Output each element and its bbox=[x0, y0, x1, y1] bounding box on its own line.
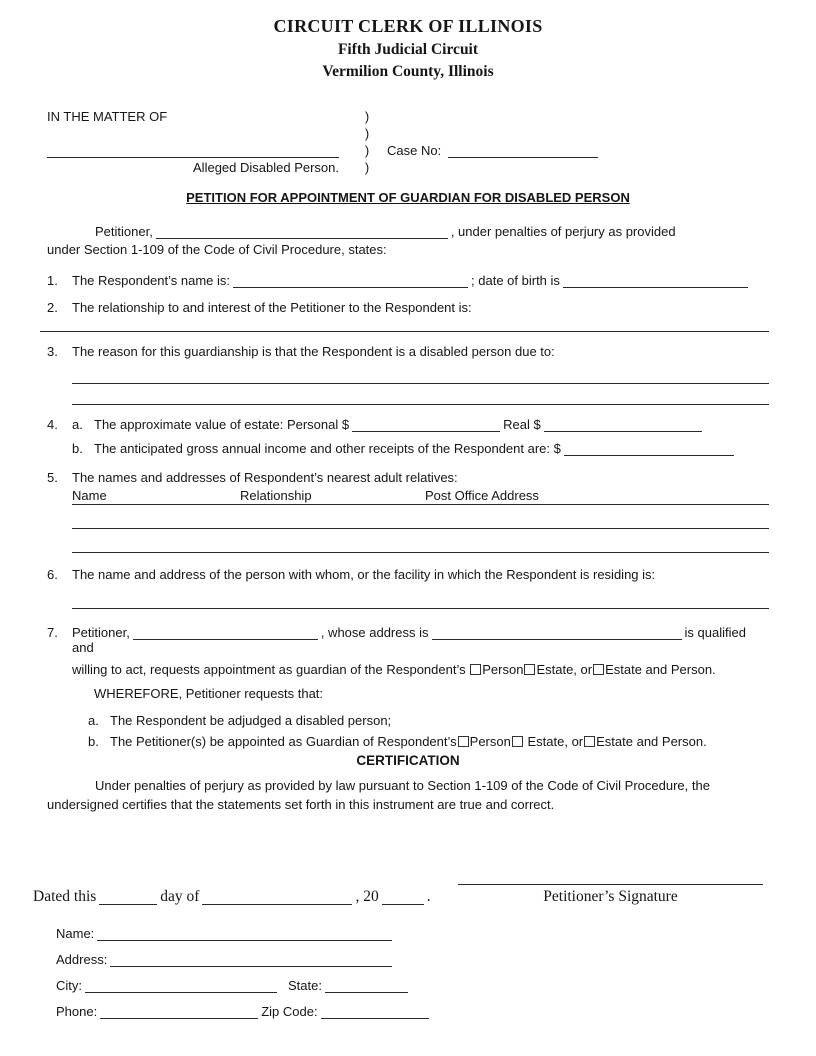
county-name: Vermilion County, Illinois bbox=[322, 63, 494, 80]
item-2-number: 2. bbox=[47, 300, 58, 315]
item-3-body bbox=[72, 344, 769, 405]
item-7-line-2 bbox=[72, 662, 769, 677]
item-4b-body bbox=[94, 441, 737, 456]
item-4 bbox=[47, 417, 769, 456]
item-5-body bbox=[72, 470, 769, 553]
circuit-name: Fifth Judicial Circuit bbox=[337, 41, 479, 58]
person-option-label-2: Person bbox=[469, 734, 511, 749]
item-5-number: 5. bbox=[47, 470, 58, 485]
petitioner-signature-label: Petitioner’s Signature bbox=[543, 887, 678, 905]
guardian-of-label: willing to act, requests appointment as guardian of the Respondent’s bbox=[72, 662, 466, 677]
estate-person-option-label-2: Estate and Person. bbox=[596, 734, 707, 749]
signature-block bbox=[458, 875, 763, 906]
estate-checkbox-appoint[interactable] bbox=[512, 736, 523, 747]
item-4a bbox=[72, 417, 769, 432]
caption-row-1 bbox=[47, 107, 769, 124]
estate-checkbox-request[interactable] bbox=[524, 664, 535, 675]
petitioner7-name-field[interactable] bbox=[133, 627, 318, 640]
item-5 bbox=[47, 470, 769, 553]
estate-value-label: The approximate value of estate: Personal $ bbox=[94, 417, 350, 432]
court-name: CIRCUIT CLERK OF ILLINOIS bbox=[273, 16, 543, 36]
city-label: City: bbox=[56, 977, 82, 993]
relationship-answer-line[interactable] bbox=[40, 317, 769, 332]
date-of-birth-label: ; date of birth is bbox=[471, 273, 560, 288]
address-label: Address: bbox=[56, 951, 108, 967]
case-no-label: Case No: bbox=[387, 143, 442, 158]
caption-bracket-4: ) bbox=[364, 160, 370, 175]
item-1-number: 1. bbox=[47, 273, 58, 288]
document-header bbox=[47, 16, 769, 81]
dated-year-field[interactable] bbox=[382, 890, 424, 905]
relatives-answer-line-2[interactable] bbox=[72, 538, 769, 553]
real-estate-label: Real $ bbox=[503, 417, 541, 432]
case-no-field[interactable] bbox=[448, 145, 598, 158]
item-3 bbox=[47, 344, 769, 405]
personal-estate-value-field[interactable] bbox=[352, 419, 500, 432]
petitioner-name-field[interactable] bbox=[156, 226, 448, 239]
date-of-birth-field[interactable] bbox=[563, 275, 748, 288]
zip-label: Zip Code: bbox=[261, 1003, 318, 1019]
item-7a bbox=[88, 713, 769, 728]
dated-line bbox=[33, 888, 431, 906]
document-title: PETITION FOR APPOINTMENT OF GUARDIAN FOR DISABLED PERSON bbox=[186, 190, 630, 205]
annual-income-field[interactable] bbox=[564, 443, 734, 456]
intro-tail: , under penalties of perjury as provided bbox=[450, 224, 676, 239]
item-4b bbox=[72, 441, 769, 456]
annual-income-label: The anticipated gross annual income and other receipts of the Respondent are: $ bbox=[94, 441, 561, 456]
city-state-row bbox=[56, 978, 769, 994]
estate-option-label: Estate, or bbox=[536, 662, 593, 677]
caption-row-2 bbox=[47, 124, 769, 141]
phone-label: Phone: bbox=[56, 1003, 98, 1019]
name-row bbox=[56, 926, 769, 942]
petitioner-address-field[interactable] bbox=[432, 627, 682, 640]
petitioner-contact-block bbox=[56, 926, 769, 1020]
relatives-col-relationship: Relationship bbox=[240, 488, 312, 503]
item-4b-number: b. bbox=[72, 441, 83, 456]
intro-line-1 bbox=[47, 224, 769, 239]
dated-period: . bbox=[426, 887, 431, 905]
item-4-number: 4. bbox=[47, 417, 58, 432]
item-7b-number: b. bbox=[88, 734, 99, 749]
address-field[interactable] bbox=[110, 954, 392, 967]
item-7a-text: The Respondent be adjudged a disabled person; bbox=[110, 713, 392, 728]
caption-bracket-2: ) bbox=[364, 126, 370, 141]
item-7b-body bbox=[110, 734, 707, 749]
respondent-name-field[interactable] bbox=[233, 275, 468, 288]
case-caption bbox=[47, 107, 769, 175]
real-estate-value-field[interactable] bbox=[544, 419, 702, 432]
person-checkbox-appoint[interactable] bbox=[458, 736, 469, 747]
item-1-body bbox=[72, 273, 769, 288]
estate-person-option-label: Estate and Person. bbox=[605, 662, 716, 677]
estate-option-label-2: Estate, or bbox=[527, 734, 584, 749]
caption-row-3 bbox=[47, 141, 769, 158]
phone-zip-row bbox=[56, 1004, 769, 1020]
alleged-disabled-person-label: Alleged Disabled Person. bbox=[193, 160, 339, 175]
item-7b-text: The Petitioner(s) be appointed as Guardian of Respondent’s bbox=[110, 734, 457, 749]
zip-field[interactable] bbox=[321, 1006, 429, 1019]
person-option-label: Person bbox=[482, 662, 524, 677]
relatives-col-name: Name bbox=[72, 488, 107, 503]
petitioner7-mid: , whose address is bbox=[320, 625, 429, 640]
certification-heading: CERTIFICATION bbox=[356, 753, 460, 768]
state-field[interactable] bbox=[325, 980, 408, 993]
relatives-col-address: Post Office Address bbox=[425, 488, 539, 503]
signature-section bbox=[33, 875, 769, 906]
intro-line-2: under Section 1-109 of the Code of Civil Procedure, states: bbox=[47, 242, 387, 257]
item-3-number: 3. bbox=[47, 344, 58, 359]
respondent-name-label: The Respondent’s name is: bbox=[72, 273, 231, 288]
matter-name-field[interactable] bbox=[47, 145, 339, 158]
item-6-body bbox=[72, 567, 769, 609]
item-4-body bbox=[72, 417, 769, 456]
phone-field[interactable] bbox=[100, 1006, 258, 1019]
name-field[interactable] bbox=[97, 928, 392, 941]
estate-person-checkbox-appoint[interactable] bbox=[584, 736, 595, 747]
item-4a-number: a. bbox=[72, 417, 83, 432]
item-7a-number: a. bbox=[88, 713, 99, 728]
caption-bracket-3: ) bbox=[364, 143, 370, 158]
wherefore-clause: WHEREFORE, Petitioner requests that: bbox=[94, 686, 324, 701]
item-7-line-1 bbox=[72, 625, 769, 655]
item-7-body bbox=[72, 625, 769, 749]
petitioner7-tail: is qualified and bbox=[72, 625, 746, 655]
name-label: Name: bbox=[56, 925, 95, 941]
item-2-body bbox=[72, 300, 769, 332]
item-7 bbox=[47, 625, 769, 749]
city-field[interactable] bbox=[85, 980, 277, 993]
dated-day-field[interactable] bbox=[99, 890, 157, 905]
petitioner7-lead: Petitioner, bbox=[72, 625, 130, 640]
relatives-table-header bbox=[72, 488, 769, 505]
estate-person-checkbox-request[interactable] bbox=[593, 664, 604, 675]
caption-bracket-1: ) bbox=[364, 109, 370, 124]
intro-lead: Petitioner, bbox=[95, 224, 153, 239]
in-the-matter-of-label: IN THE MATTER OF bbox=[47, 109, 168, 124]
residence-label: The name and address of the person with whom, or the facility in which the Respondent is residing is: bbox=[72, 567, 656, 582]
dated-lead: Dated this bbox=[33, 887, 97, 905]
reason-answer-line-1[interactable] bbox=[72, 369, 769, 384]
relationship-label: The relationship to and interest of the Petitioner to the Respondent is: bbox=[72, 300, 472, 315]
guardianship-reason-label: The reason for this guardianship is that the Respondent is a disabled person due to: bbox=[72, 344, 555, 359]
dated-month-field[interactable] bbox=[202, 890, 352, 905]
relatives-answer-line-1[interactable] bbox=[72, 514, 769, 529]
item-7-number: 7. bbox=[47, 625, 58, 640]
certification-body: Under penalties of perjury as provided by law pursuant to Section 1-109 of the Code of Civil Procedure, the undersigned certifies that the statements set forth in this instrument are true and correct. bbox=[47, 778, 710, 812]
dated-year-prefix: , 20 bbox=[355, 887, 379, 905]
item-6 bbox=[47, 567, 769, 609]
relatives-label: The names and addresses of Respondent’s nearest adult relatives: bbox=[72, 470, 458, 485]
person-checkbox-request[interactable] bbox=[470, 664, 481, 675]
caption-row-4 bbox=[47, 158, 769, 175]
reason-answer-line-2[interactable] bbox=[72, 390, 769, 405]
item-7b bbox=[88, 734, 769, 749]
residence-answer-line[interactable] bbox=[72, 594, 769, 609]
item-4a-body bbox=[94, 417, 705, 432]
dated-mid: day of bbox=[160, 887, 200, 905]
item-6-number: 6. bbox=[47, 567, 58, 582]
item-1 bbox=[47, 273, 769, 288]
item-2 bbox=[47, 300, 769, 332]
state-label: State: bbox=[288, 977, 322, 993]
address-row bbox=[56, 952, 769, 968]
petitioner-signature-line[interactable] bbox=[458, 875, 763, 885]
